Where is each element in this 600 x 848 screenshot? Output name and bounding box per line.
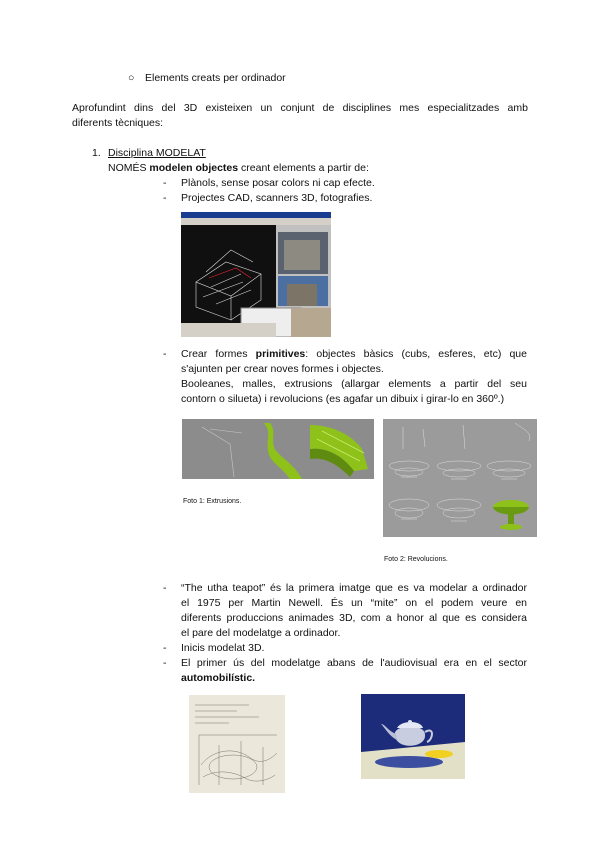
bullet-projectes-cad: Projectes CAD, scanners 3D, fotografies. (181, 192, 373, 204)
primitives-line-3: Booleanes, malles, extrusions (allargar elements a partir del seu (181, 378, 527, 390)
intro-line-2: diferents tècniques: (72, 117, 164, 129)
bullet-planols: Plànols, sense posar colors ni cap efecte. (181, 177, 375, 189)
cad-screenshot-image (181, 212, 331, 337)
section-title: Disciplina MODELAT (108, 147, 206, 159)
dash-marker: - (163, 192, 167, 204)
teapot-line-4: el pare del modelatge a ordinador. (181, 627, 341, 639)
circle-bullet-icon: ○ (128, 72, 135, 84)
auto-line-2: automobilístic. (181, 672, 256, 684)
primitives-line-1: Crear formes primitives: objectes bàsics (cubs, esferes, etc) que (181, 348, 527, 360)
dash-marker: - (163, 177, 167, 189)
caption-foto-2: Foto 2: Revolucions. (384, 556, 448, 563)
section-number: 1. (92, 147, 101, 159)
section-lead: NOMÉS modelen objectes creant elements a partir de: (108, 162, 369, 174)
extrusion-image (182, 419, 374, 479)
bullet-elements-creats: Elements creats per ordinador (145, 72, 286, 84)
dash-marker: - (163, 582, 167, 594)
primitives-line-2: s'ajunten per crear noves formes i objectes. (181, 363, 384, 375)
teapot-line-2: el 1975 per Martin Newell. És un “mite” on el podem veure en (181, 597, 527, 609)
teapot-line-1: “The utha teapot” és la primera imatge que es va modelar a ordinador (181, 582, 527, 594)
primitives-line-4: contorn o silueta) i revolucions (es agafar un dibuix i girar-lo en 360º.) (181, 393, 505, 405)
utah-teapot-render-image (361, 694, 465, 779)
caption-foto-1: Foto 1: Extrusions. (183, 498, 242, 505)
dash-marker: - (163, 657, 167, 669)
revolution-image (383, 419, 537, 537)
teapot-sketch-image (189, 695, 285, 793)
intro-line-1: Aprofundint dins del 3D existeixen un conjunt de disciplines mes especialitzades amb (72, 102, 528, 114)
dash-marker: - (163, 642, 167, 654)
auto-line-1: El primer ús del modelatge abans de l'audiovisual era en el sector (181, 657, 527, 669)
bullet-inicis: Inicis modelat 3D. (181, 642, 265, 654)
dash-marker: - (163, 348, 167, 360)
teapot-line-3: diferents produccions animades 3D, com a honor al que es considera (181, 612, 527, 624)
